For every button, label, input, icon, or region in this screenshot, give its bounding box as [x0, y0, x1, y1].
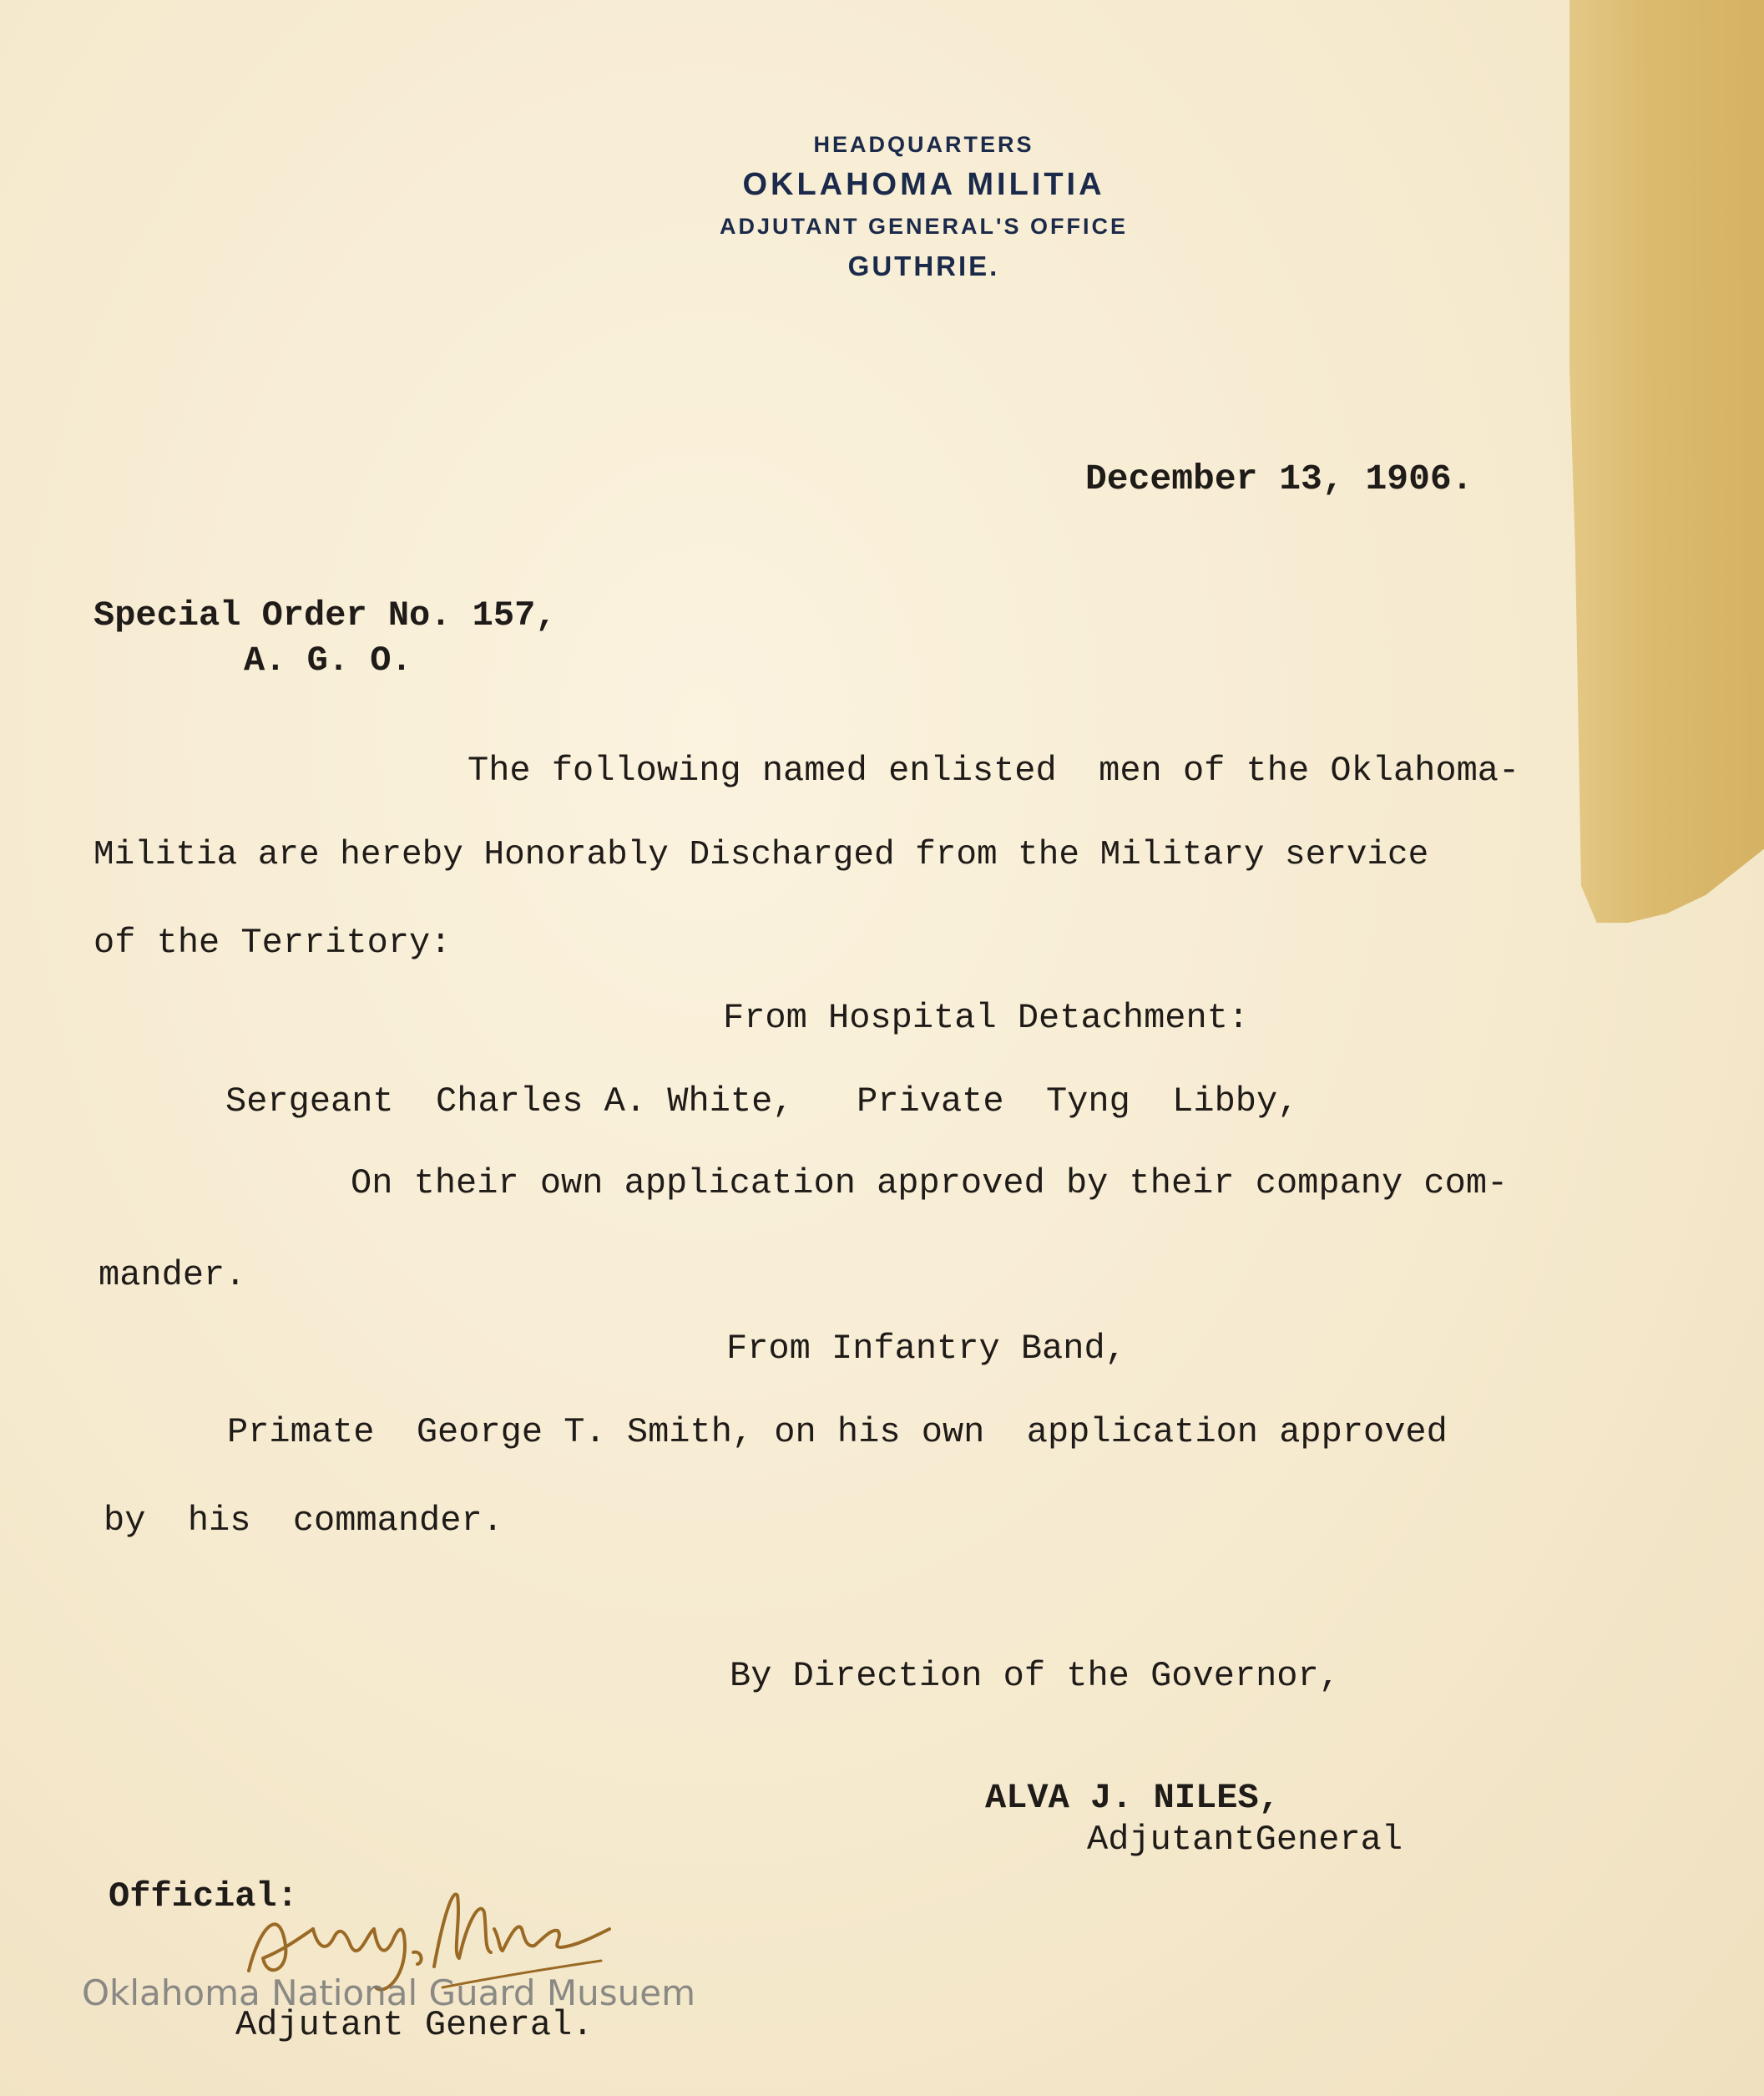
discharged-names-band: Primate George T. Smith, on his own application approved — [227, 1412, 1448, 1452]
section-heading-band: From Infantry Band, — [726, 1329, 1126, 1369]
official-label: Official: — [109, 1876, 298, 1916]
order-number: Special Order No. 157, — [94, 595, 557, 635]
official-title: Adjutant General. — [235, 2005, 594, 2045]
body-line: On their own application approved by their company com- — [351, 1163, 1509, 1203]
section-heading-hospital: From Hospital Detachment: — [723, 998, 1250, 1038]
body-line: The following named enlisted men of the Oklahoma- — [468, 751, 1520, 791]
letterhead-headquarters: HEADQUARTERS — [813, 132, 1034, 157]
direction-line: By Direction of the Governor, — [730, 1656, 1340, 1696]
body-line: mander. — [99, 1255, 246, 1295]
museum-watermark: Oklahoma National Guard Musuem — [82, 1972, 696, 2013]
order-office: A. G. O. — [244, 640, 412, 681]
discharged-names-hospital: Sergeant Charles A. White, Private Tyng Libby, — [225, 1081, 1299, 1121]
body-line: of the Territory: — [94, 923, 452, 963]
letterhead-city: GUTHRIE. — [847, 251, 1000, 281]
body-line: Militia are hereby Honorably Discharged from the Military service — [94, 836, 1429, 874]
letterhead-organization: OKLAHOMA MILITIA — [742, 167, 1105, 202]
signer-title: AdjutantGeneral — [1087, 1820, 1403, 1860]
document-date: December 13, 1906. — [1085, 458, 1473, 499]
letterhead-office: ADJUTANT GENERAL'S OFFICE — [720, 214, 1128, 239]
signer-name: ALVA J. NILES, — [985, 1778, 1280, 1818]
body-line: by his commander. — [104, 1501, 503, 1541]
